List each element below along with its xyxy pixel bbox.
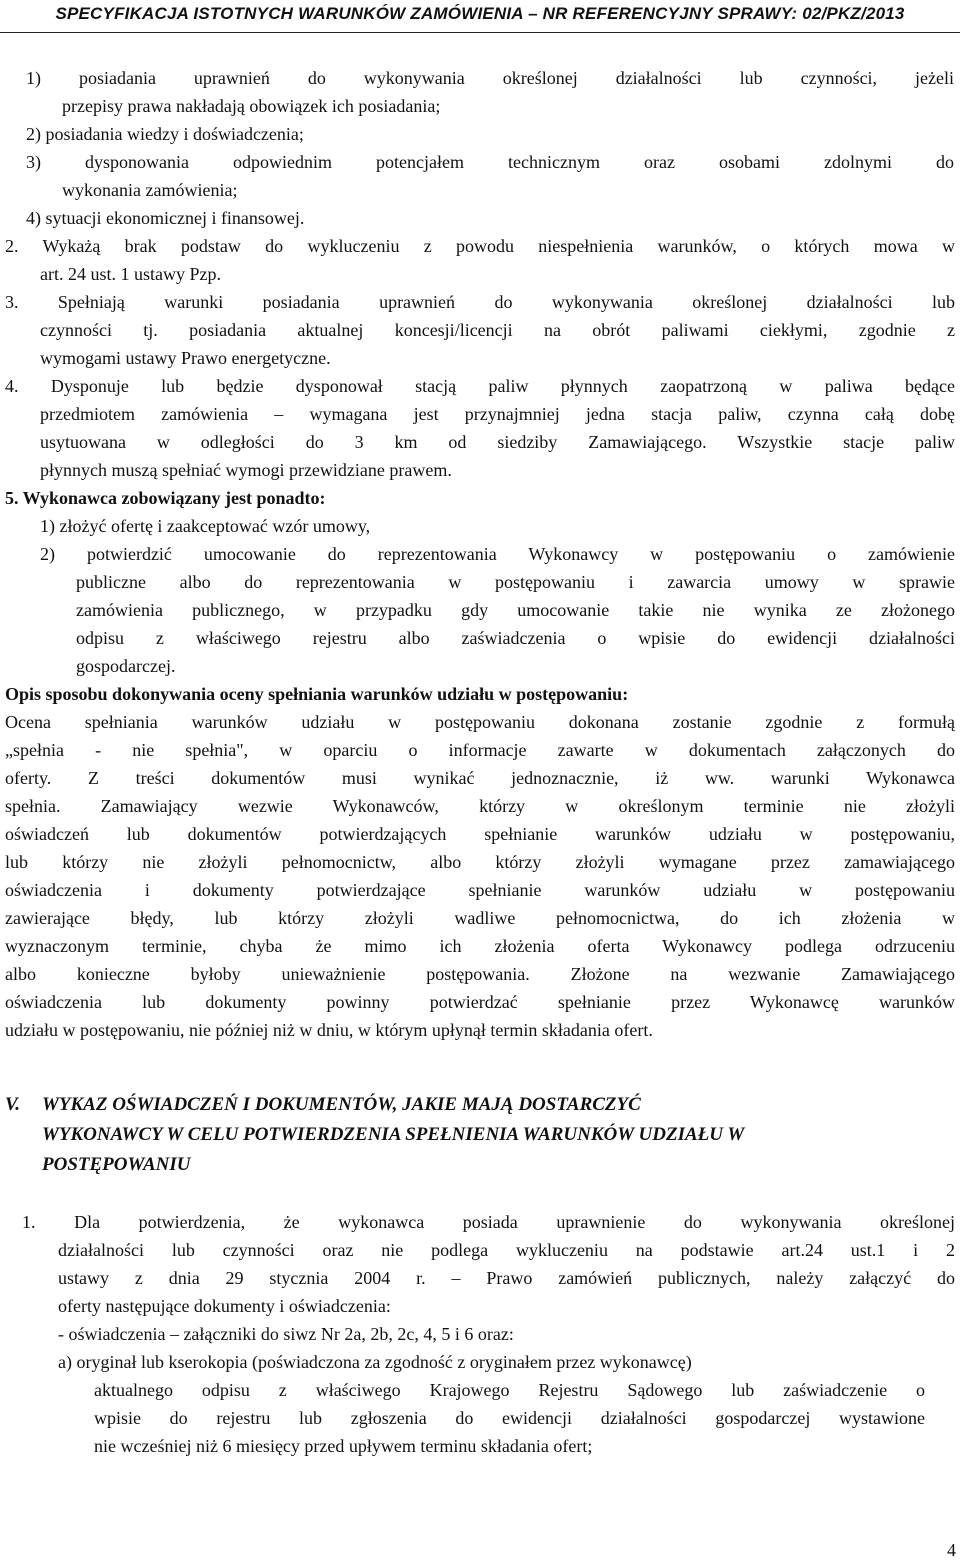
text-line: 2) potwierdzić umocowanie do reprezentowania Wykonawcy w postępowaniu o zamówienie [40, 544, 955, 564]
text-line: oświadczeń lub dokumentów potwierdzających spełnianie warunków udziału w postępowaniu, [5, 824, 955, 844]
page-number: 4 [947, 1540, 956, 1560]
text-line: 5. Wykonawca zobowiązany jest ponadto: [5, 488, 326, 508]
text-line: publiczne albo do reprezentowania w postępowaniu i zawarcia umowy w sprawie [76, 572, 955, 592]
text-line: a) oryginał lub kserokopia (poświadczona za zgodność z oryginałem przez wykonawcę) [58, 1352, 692, 1372]
document-body [0, 64, 960, 1460]
text-line: 4. Dysponuje lub będzie dysponował stacją paliw płynnych zaopatrzoną w paliwa będące [5, 376, 955, 396]
text-line: udziału w postępowaniu, nie później niż w dniu, w którym upłynął termin składania ofert. [5, 1020, 653, 1040]
text-line: zawierające błędy, lub którzy złożyli wadliwe pełnomocnictwa, do ich złożenia w [5, 908, 955, 928]
text-line: odpisu z właściwego rejestru albo zaświadczenia o wpisie do ewidencji działalności [76, 628, 955, 648]
text-line: ustawy z dnia 29 stycznia 2004 r. – Prawo zamówień publicznych, należy załączyć do [58, 1268, 955, 1288]
text-line: działalności lub czynności oraz nie podlega wykluczeniu na podstawie art.24 ust.1 i 2 [58, 1240, 955, 1260]
spacer [0, 1072, 960, 1090]
text-line: wykonania zamówienia; [62, 180, 238, 200]
text-line: Ocena spełniania warunków udziału w postępowaniu dokonana zostanie zgodnie z formułą [5, 712, 955, 732]
text-line: albo konieczne byłoby unieważnienie postępowania. Złożone na wezwanie Zamawiającego [5, 964, 955, 984]
section-title: POSTĘPOWANIU [42, 1154, 191, 1175]
text-line: 3) dysponowania odpowiednim potencjałem technicznym oraz osobami zdolnymi do [26, 152, 954, 172]
text-line: płynnych muszą spełniać wymogi przewidziane prawem. [40, 460, 452, 480]
text-line: wymogami ustawy Prawo energetyczne. [40, 348, 331, 368]
text-line: 1) posiadania uprawnień do wykonywania określonej działalności lub czynności, jeżeli [26, 68, 954, 88]
section-title: V. WYKAZ OŚWIADCZEŃ I DOKUMENTÓW, JAKIE MAJĄ DOSTARCZYĆ [5, 1094, 641, 1115]
text-line: 1. Dla potwierdzenia, że wykonawca posiada uprawnienie do wykonywania określonej [22, 1212, 955, 1232]
text-line: spełnia. Zamawiający wezwie Wykonawców, którzy w określonym terminie nie złożyli [5, 796, 955, 816]
text-line: 4) sytuacji ekonomicznej i finansowej. [26, 208, 305, 228]
text-line: oświadczenia lub dokumenty powinny potwierdzać spełnianie przez Wykonawcę warunków [5, 992, 955, 1012]
text-line: 2) posiadania wiedzy i doświadczenia; [26, 124, 304, 144]
text-line: oferty następujące dokumenty i oświadczenia: [58, 1296, 391, 1316]
text-line: Opis sposobu dokonywania oceny spełniania warunków udziału w postępowaniu: [5, 684, 629, 704]
text-line: przepisy prawa nakładają obowiązek ich posiadania; [62, 96, 441, 116]
text-line: przedmiotem zamówienia – wymagana jest przynajmniej jedna stacja paliw, czynna całą dobę [40, 404, 955, 424]
text-line: nie wcześniej niż 6 miesięcy przed upływem terminu składania ofert; [94, 1436, 593, 1456]
text-line: oświadczenia i dokumenty potwierdzające spełnianie warunków udziału w postępowaniu [5, 880, 955, 900]
text-line: czynności tj. posiadania aktualnej koncesji/licencji na obrót paliwami ciekłymi, zgodnie z [40, 320, 955, 340]
page-header: SPECYFIKACJA ISTOTNYCH WARUNKÓW ZAMÓWIENIA – NR REFERENCYJNY SPRAWY: 02/PKZ/2013 [55, 4, 905, 23]
text-line: art. 24 ust. 1 ustawy Pzp. [40, 264, 221, 284]
spacer [0, 1044, 960, 1072]
text-line: wpisie do rejestru lub zgłoszenia do ewidencji działalności gospodarczej wystawione [94, 1408, 925, 1428]
text-line: gospodarczej. [76, 656, 176, 676]
text-line: 2. Wykażą brak podstaw do wykluczeniu z powodu niespełnienia warunków, o których mowa w [5, 236, 955, 256]
section-title: WYKONAWCY W CELU POTWIERDZENIA SPEŁNIENIA WARUNKÓW UDZIAŁU W [42, 1124, 745, 1145]
text-line: usytuowana w odległości do 3 km od siedziby Zamawiającego. Wszystkie stacje paliw [40, 432, 955, 452]
text-line: wyznaczonym terminie, chyba że mimo ich złożenia oferta Wykonawcy podlega odrzuceniu [5, 936, 955, 956]
header-divider [0, 32, 960, 33]
text-line: zamówienia publicznego, w przypadku gdy umocowanie takie nie wynika ze złożonego [76, 600, 955, 620]
text-line: lub którzy nie złożyli pełnomocnictw, albo którzy złożyli wymagane przez zamawiającego [5, 852, 955, 872]
spacer [0, 1180, 960, 1208]
text-line: aktualnego odpisu z właściwego Krajowego Rejestru Sądowego lub zaświadczenie o [94, 1380, 925, 1400]
text-line: 1) złożyć ofertę i zaakceptować wzór umowy, [40, 516, 371, 536]
text-line: „spełnia - nie spełnia", w oparciu o informacje zawarte w dokumentach załączonych do [5, 740, 955, 760]
text-line: oferty. Z treści dokumentów musi wynikać jednoznacznie, iż ww. warunki Wykonawca [5, 768, 955, 788]
text-line: - oświadczenia – załączniki do siwz Nr 2a, 2b, 2c, 4, 5 i 6 oraz: [58, 1324, 514, 1344]
text-line: 3. Spełniają warunki posiadania uprawnień do wykonywania określonej działalności lub [5, 292, 955, 312]
